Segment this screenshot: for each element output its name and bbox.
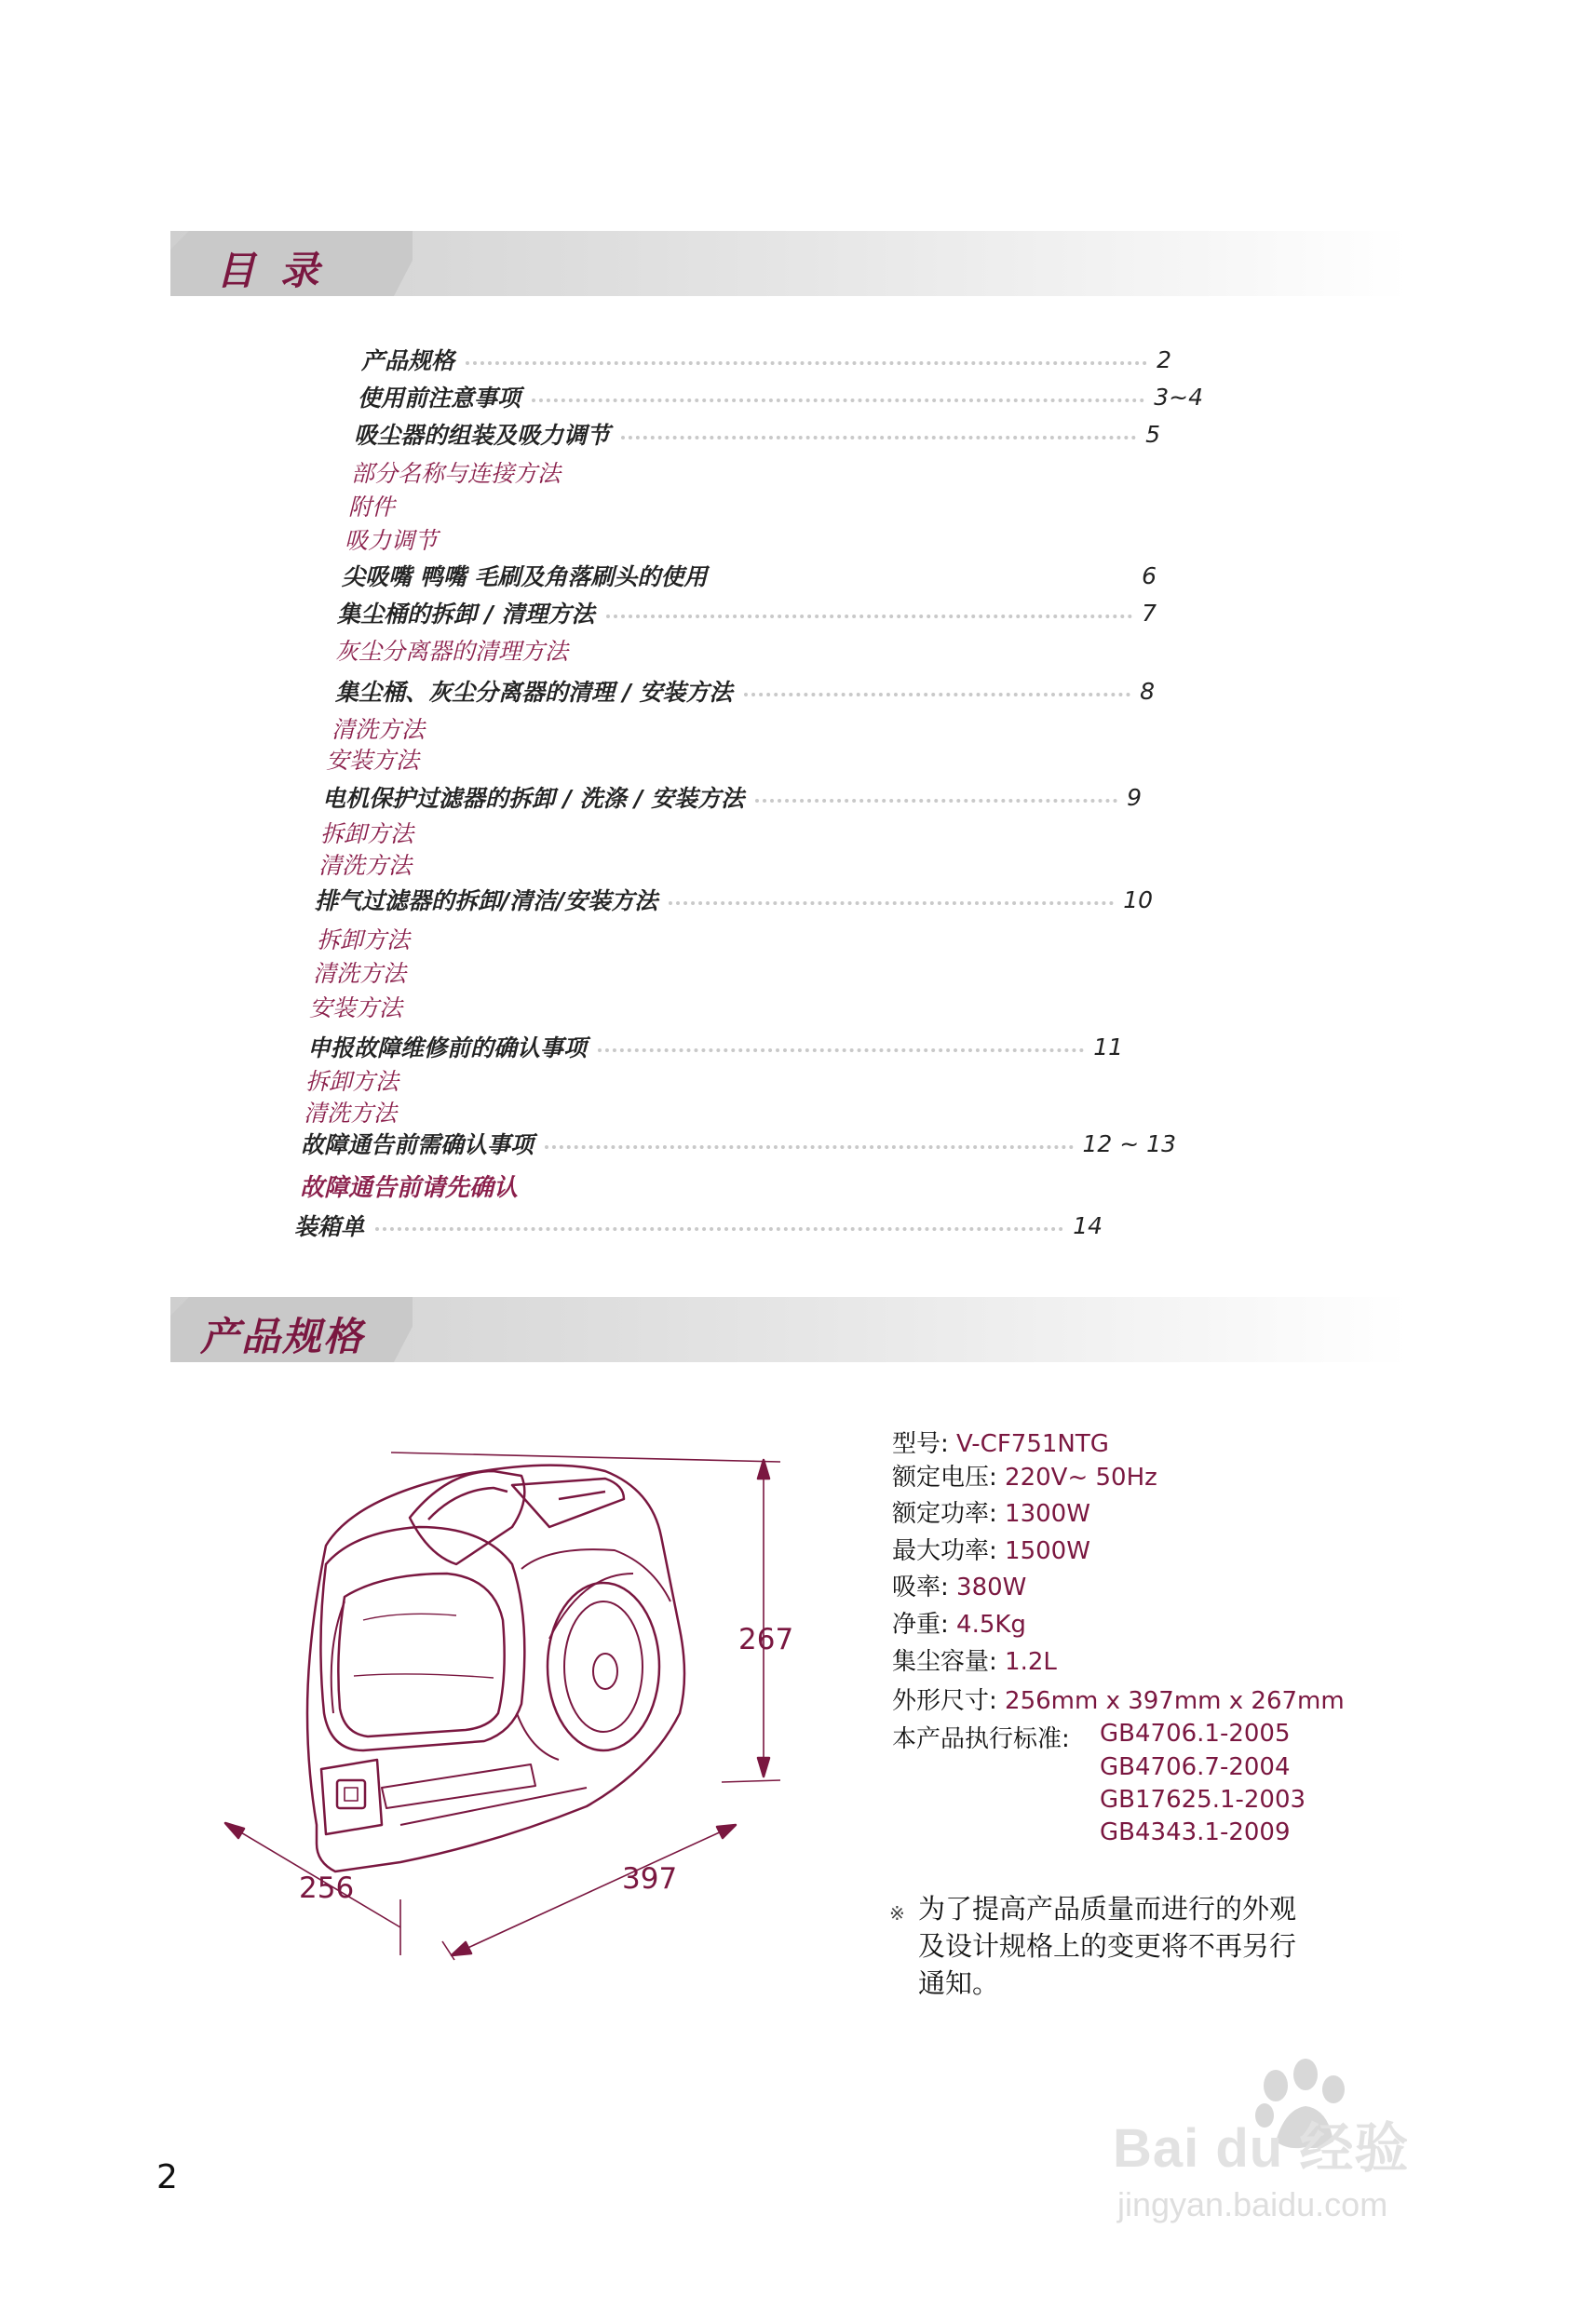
spec-value: V-CF751NTG — [956, 1430, 1109, 1458]
note-line: 及设计规格上的变更将不再另行 — [918, 1930, 1297, 1962]
spec-row — [892, 1425, 1109, 1459]
standards-label: 本产品执行标准: — [892, 1725, 1070, 1753]
spec-value: 380W — [956, 1574, 1027, 1601]
note-line: 为了提高产品质量而进行的外观 — [918, 1893, 1297, 1925]
toc-leader — [545, 1145, 1074, 1149]
toc-title: 目 录 — [216, 248, 325, 293]
toc-subitem[interactable]: 清洗方法 — [331, 716, 426, 743]
toc-row[interactable] — [307, 1030, 1123, 1063]
toc-subitem[interactable]: 故障通告前请先确认 — [300, 1174, 519, 1202]
toc-row[interactable] — [358, 380, 1203, 413]
standard-item: GB4343.1-2009 — [1100, 1818, 1291, 1846]
toc-subitem[interactable]: 清洗方法 — [318, 852, 413, 879]
spec-label: 型号: — [892, 1430, 957, 1458]
toc-label: 集尘桶、灰尘分离器的清理 / 安装方法 — [335, 679, 733, 706]
toc-row[interactable] — [322, 780, 1142, 814]
toc-page: 11 — [1093, 1033, 1123, 1061]
spec-label: 吸率: — [892, 1574, 957, 1601]
page-number: 2 — [156, 2158, 178, 2196]
spec-label: 额定功率: — [892, 1500, 1006, 1528]
toc-subitem[interactable]: 灰尘分离器的清理方法 — [335, 638, 569, 665]
standard-item: GB17625.1-2003 — [1100, 1786, 1306, 1814]
toc-subitem[interactable]: 清洗方法 — [313, 960, 407, 987]
spec-row — [892, 1532, 1090, 1566]
toc-row[interactable] — [301, 1127, 1176, 1160]
toc-subitem[interactable]: 安装方法 — [326, 747, 420, 774]
watermark-brand: Bai du 经验 — [1113, 2118, 1410, 2179]
toc-leader — [744, 693, 1131, 696]
note-line: 通知。 — [918, 1967, 1000, 1999]
toc-label: 故障通告前需确认事项 — [301, 1131, 534, 1158]
spec-row — [892, 1605, 1026, 1640]
toc-subitem[interactable]: 安装方法 — [309, 994, 403, 1021]
toc-page: 6 — [1142, 561, 1157, 589]
toc-row[interactable] — [354, 417, 1160, 451]
spec-label: 额定电压: — [892, 1464, 1006, 1492]
toc-label: 排气过滤器的拆卸/清洁/安装方法 — [315, 887, 658, 914]
toc-row[interactable] — [337, 596, 1157, 629]
spec-value: 256mm x 397mm x 267mm — [1005, 1687, 1345, 1715]
toc-leader — [532, 399, 1144, 402]
standard-item: GB4706.1-2005 — [1100, 1720, 1291, 1748]
toc-leader — [755, 799, 1117, 803]
toc-subitem[interactable]: 附件 — [348, 493, 396, 520]
toc-subitem[interactable]: 拆卸方法 — [317, 926, 411, 953]
toc-page: 10 — [1123, 885, 1153, 913]
dimension-height-label: 267 — [738, 1623, 794, 1656]
spec-label: 净重: — [892, 1611, 957, 1639]
toc-label: 使用前注意事项 — [358, 385, 521, 412]
spec-row — [892, 1642, 1057, 1677]
toc-label: 装箱单 — [294, 1213, 365, 1240]
spec-row — [892, 1568, 1026, 1602]
toc-leader — [606, 615, 1133, 618]
spec-title: 产品规格 — [200, 1314, 365, 1359]
toc-subitem[interactable]: 部分名称与连接方法 — [351, 460, 561, 487]
toc-label: 集尘桶的拆卸 / 清理方法 — [337, 601, 595, 628]
toc-leader — [375, 1227, 1063, 1231]
toc-label: 电机保护过滤器的拆卸 / 洗涤 / 安装方法 — [322, 785, 745, 812]
standard-item: GB4706.7-2004 — [1100, 1753, 1291, 1781]
toc-page: 2 — [1157, 345, 1171, 373]
toc-row[interactable] — [361, 343, 1171, 376]
toc-page: 8 — [1140, 677, 1155, 705]
spec-value: 1500W — [1005, 1537, 1090, 1565]
toc-page: 12 ~ 13 — [1082, 1129, 1176, 1157]
dimension-width-label: 397 — [622, 1862, 678, 1896]
spec-value: 220V~ 50Hz — [1005, 1464, 1157, 1492]
toc-label: 尖吸嘴 鸭嘴 毛刷及角落刷头的使用 — [342, 563, 708, 590]
toc-page: 9 — [1127, 783, 1142, 811]
watermark-url: jingyan.baidu.com — [1117, 2185, 1388, 2223]
spec-row — [892, 1494, 1090, 1529]
toc-leader — [466, 361, 1147, 365]
toc-leader — [598, 1048, 1084, 1052]
toc-subitem[interactable]: 吸力调节 — [345, 527, 439, 554]
note-mark: ※ — [889, 1902, 905, 1925]
spec-label: 外形尺寸: — [892, 1687, 1006, 1715]
spec-value: 1.2L — [1005, 1648, 1057, 1676]
toc-label: 产品规格 — [361, 347, 455, 374]
toc-page: 5 — [1145, 420, 1160, 448]
toc-subitem[interactable]: 拆卸方法 — [305, 1068, 399, 1095]
spec-value: 4.5Kg — [956, 1611, 1026, 1639]
toc-leader — [669, 901, 1114, 905]
toc-row[interactable] — [342, 559, 1157, 592]
toc-subitem[interactable]: 拆卸方法 — [320, 820, 414, 847]
toc-label: 申报故障维修前的确认事项 — [307, 1034, 588, 1061]
toc-subitem[interactable]: 清洗方法 — [304, 1100, 398, 1127]
spec-row — [892, 1682, 1345, 1716]
dimension-depth-label: 256 — [299, 1871, 355, 1905]
toc-label: 吸尘器的组装及吸力调节 — [354, 422, 611, 449]
spec-label: 最大功率: — [892, 1537, 1006, 1565]
toc-page: 7 — [1142, 599, 1157, 627]
toc-page: 14 — [1073, 1211, 1103, 1239]
toc-leader — [621, 436, 1136, 439]
toc-row[interactable] — [335, 674, 1155, 708]
toc-row[interactable] — [294, 1209, 1103, 1242]
spec-label: 集尘容量: — [892, 1648, 1006, 1676]
spec-row — [892, 1458, 1157, 1493]
spec-value: 1300W — [1005, 1500, 1090, 1528]
toc-row[interactable] — [315, 883, 1153, 916]
toc-page: 3~4 — [1154, 383, 1203, 411]
